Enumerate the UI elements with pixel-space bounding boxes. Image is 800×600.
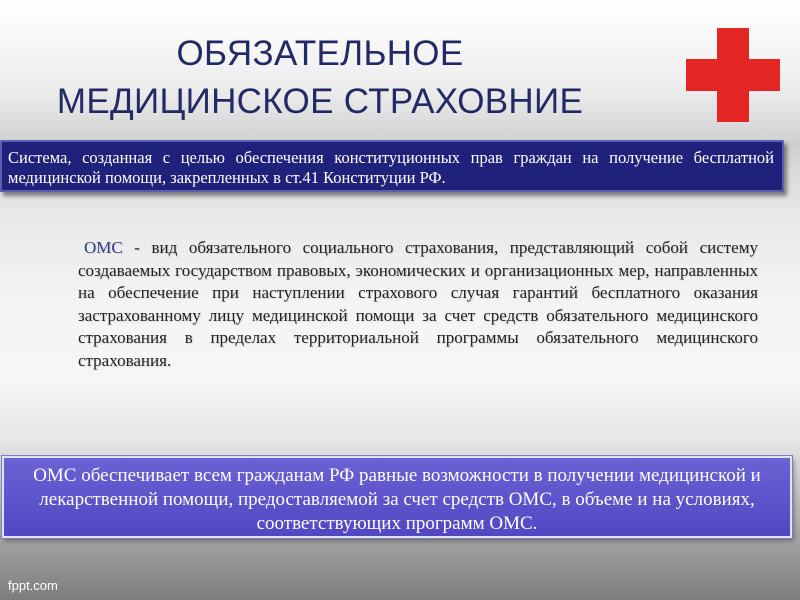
red-cross-horizontal-bar: [686, 59, 780, 91]
definition-box: [0, 140, 784, 192]
highlight-text: ОМС обеспечивает всем гражданам РФ равные возможности в получении медицинской и лекарственной помощи, предоставляемой за счет средств ОМС, в объеме и на условиях, соответствующих программ ОМС.: [33, 465, 761, 534]
red-cross-icon: [686, 28, 780, 122]
slide-title: [40, 30, 600, 126]
footer-watermark: fppt.com: [8, 578, 58, 593]
title-line-1: ОБЯЗАТЕЛЬНОЕ: [176, 34, 464, 73]
highlight-box: [2, 456, 792, 538]
main-abbreviation: ОМС: [84, 238, 123, 257]
main-paragraph: [78, 237, 758, 372]
title-line-2: МЕДИЦИНСКОЕ СТРАХОВНИЕ: [56, 82, 584, 121]
definition-text: Система, созданная с целью обеспечения конституционных прав граждан на получение бесплатной медицинской помощи, закрепленных в ст.41 Конституции РФ.: [8, 148, 774, 187]
main-paragraph-text: - вид обязательного социального страхования, представляющий собой систему создаваемых государством правовых, экономических и организационных мер, направленных на обеспечение при наступлении страхового случая гарантий бесплатного оказания застрахованному лицу медицинской помощи за счет средств обязательного медицинского страхования в пределах территориальной программы обязательного медицинского страхования.: [78, 238, 758, 370]
